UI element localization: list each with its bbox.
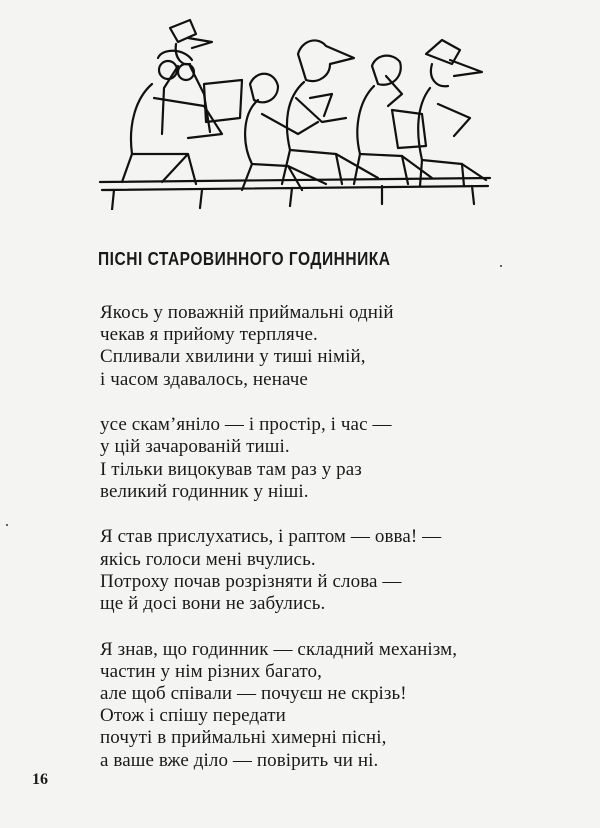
poem-line: Я став прислухатись, і раптом — овва! — bbox=[100, 526, 442, 548]
print-speck bbox=[6, 524, 8, 526]
poem-line: Спливали хвилини у тиші німій, bbox=[100, 346, 366, 368]
poem-title: ПІСНІ СТАРОВИННОГО ГОДИННИКА bbox=[98, 248, 391, 269]
bench-icon bbox=[100, 178, 490, 210]
seated-man-hat-icon bbox=[418, 40, 486, 186]
poem-line: почуті в приймальні химерні пісні, bbox=[100, 727, 387, 749]
poem-line: ще й досі вони не забулись. bbox=[100, 593, 326, 615]
waiting-room-illustration bbox=[92, 14, 496, 210]
poem-body bbox=[100, 302, 457, 795]
page-number: 16 bbox=[32, 771, 48, 788]
poem-line: а ваше вже діло — повірить чи ні. bbox=[100, 749, 379, 771]
poem-line: Я знав, що годинник — складний механізм, bbox=[100, 638, 458, 660]
poem-line: Потроху почав розрізняти й слова — bbox=[100, 570, 402, 592]
poem-line: усе скам’яніло — і простір, і час — bbox=[100, 414, 392, 436]
seated-man-tall-icon bbox=[282, 40, 378, 184]
seated-man-glasses-icon bbox=[122, 51, 242, 184]
standing-man-icon bbox=[162, 20, 212, 134]
poem-line: і часом здавалось, неначе bbox=[100, 368, 308, 390]
stanza bbox=[100, 526, 457, 615]
poem-line: Якось у поважній приймальні одній bbox=[100, 302, 394, 323]
seated-man-thinking-icon bbox=[354, 56, 432, 184]
poem-line: Отож і спішу передати bbox=[100, 705, 286, 727]
print-speck bbox=[500, 265, 502, 267]
poem-line: якісь голоси мені вчулись. bbox=[100, 548, 316, 570]
poem-line: у цій зачарованій тиші. bbox=[100, 436, 290, 458]
poem-line: чекав я прийому терпляче. bbox=[100, 324, 318, 346]
poem-line: але щоб співали — почуєш не скрізь! bbox=[100, 683, 407, 705]
poem-line: І тільки вицокував там раз у раз bbox=[100, 458, 362, 480]
stanza bbox=[100, 302, 457, 391]
poem-line: великий годинник у ніші. bbox=[100, 480, 309, 502]
stanza bbox=[100, 414, 457, 503]
stanza bbox=[100, 639, 457, 772]
poem-line: частин у нім різних багато, bbox=[100, 660, 322, 682]
